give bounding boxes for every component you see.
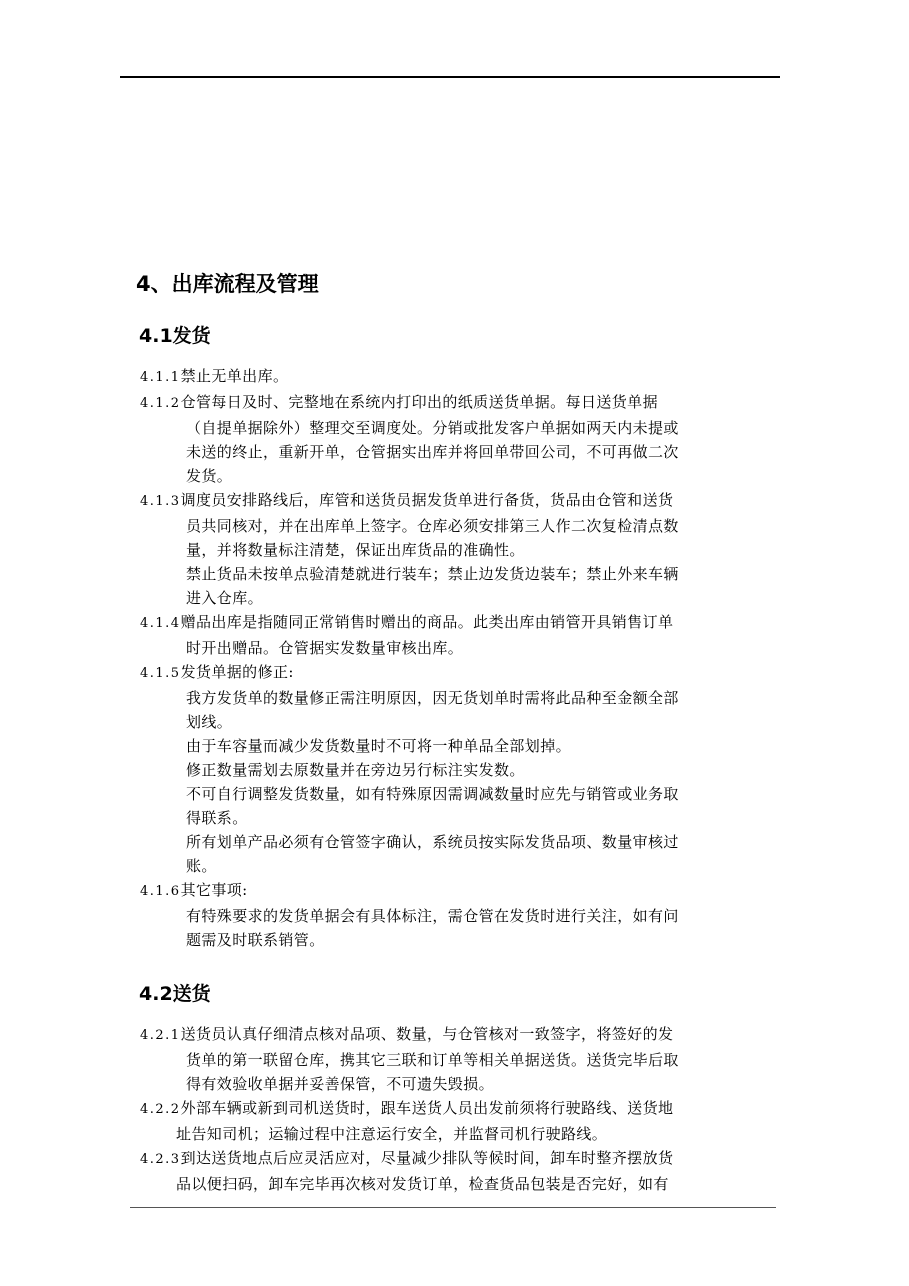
item-text: 我方发货单的数量修正需注明原因，因无货划单时需将此品种至金额全部	[186, 689, 679, 707]
item-4-1-6	[136, 878, 780, 952]
item-text: 员共同核对，并在出库单上签字。仓库必须安排第三人作二次复检清点数	[186, 517, 679, 535]
item-number: 4.1.5	[140, 666, 181, 681]
item-text: 进入仓库。	[186, 589, 264, 607]
item-text: 送货员认真仔细清点核对品项、数量，与仓管核对一致签字，将签好的发	[180, 1025, 674, 1043]
item-text: 得联系。	[186, 809, 248, 827]
item-text: 得有效验收单据并妥善保管，不可遗失毁损。	[186, 1075, 495, 1093]
item-4-1-1	[136, 364, 780, 390]
item-number: 4.1.6	[140, 884, 181, 899]
item-4-2-2	[136, 1096, 780, 1146]
item-text: 量，并将数量标注清楚，保证出库货品的准确性。	[186, 541, 525, 559]
item-text: 划线。	[186, 713, 233, 731]
item-4-1-3	[136, 488, 780, 610]
footer-rule	[130, 1207, 776, 1208]
item-text: 账。	[186, 857, 217, 875]
item-text: 到达送货地点后应灵活应对，尽量减少排队等候时间，卸车时整齐摆放货	[180, 1149, 674, 1167]
item-text: 其它事项:	[180, 881, 248, 899]
subsection-title-4-2: 4.2送货	[139, 983, 211, 1005]
item-text: 发货单据的修正:	[180, 663, 294, 681]
item-4-1-2	[136, 390, 780, 488]
item-text: 所有划单产品必须有仓管签字确认，系统员按实际发货品项、数量审核过	[186, 833, 679, 851]
item-text: 仓管每日及时、完整地在系统内打印出的纸质送货单据。每日送货单据	[180, 393, 658, 411]
item-text: 时开出赠品。仓管据实发数量审核出库。	[186, 639, 464, 657]
item-number: 4.1.2	[140, 396, 181, 411]
item-text: （自提单据除外）整理交至调度处。分销或批发客户单据如两天内未提或	[186, 419, 679, 437]
item-text: 外部车辆或新到司机送货时，跟车送货人员出发前须将行驶路线、送货地	[180, 1099, 674, 1117]
item-text: 由于车容量而减少发货数量时不可将一种单品全部划掉。	[186, 737, 572, 755]
document-body	[136, 266, 780, 1196]
item-text: 品以便扫码，卸车完毕再次核对发货订单，检查货品包装是否完好，如有	[176, 1175, 669, 1193]
item-text: 题需及时联系销管。	[186, 931, 325, 949]
item-text: 不可自行调整发货数量，如有特殊原因需调减数量时应先与销管或业务取	[186, 785, 679, 803]
item-text: 禁止无单出库。	[180, 367, 289, 385]
item-4-1-4	[136, 610, 780, 660]
item-number: 4.2.2	[140, 1102, 181, 1117]
item-text: 赠品出库是指随同正常销售时赠出的商品。此类出库由销管开具销售订单	[180, 613, 674, 631]
item-text: 发货。	[186, 467, 233, 485]
item-text: 址告知司机；运输过程中注意运行安全，并监督司机行驶路线。	[176, 1125, 608, 1143]
item-text: 禁止货品未按单点验清楚就进行装车；禁止边发货边装车；禁止外来车辆	[186, 565, 679, 583]
section-heading: 4、出库流程及管理	[136, 272, 319, 296]
item-text: 修正数量需划去原数量并在旁边另行标注实发数。	[186, 761, 525, 779]
item-text: 货单的第一联留仓库，携其它三联和订单等相关单据送货。送货完毕后取	[186, 1051, 679, 1069]
item-4-1-5	[136, 660, 780, 878]
item-text: 调度员安排路线后，库管和送货员据发货单进行备货，货品由仓管和送货	[180, 491, 674, 509]
item-text: 未送的终止，重新开单，仓管据实出库并将回单带回公司，不可再做二次	[186, 443, 679, 461]
item-number: 4.1.1	[140, 370, 181, 385]
subsection-title-4-1: 4.1发货	[139, 325, 211, 347]
item-number: 4.2.1	[140, 1028, 181, 1043]
item-number: 4.1.3	[140, 494, 181, 509]
header-rule	[120, 76, 780, 78]
item-4-2-3	[136, 1146, 780, 1196]
item-text: 有特殊要求的发货单据会有具体标注，需仓管在发货时进行关注，如有问	[186, 907, 679, 925]
item-number: 4.2.3	[140, 1152, 181, 1167]
item-number: 4.1.4	[140, 616, 181, 631]
item-4-2-1	[136, 1022, 780, 1096]
